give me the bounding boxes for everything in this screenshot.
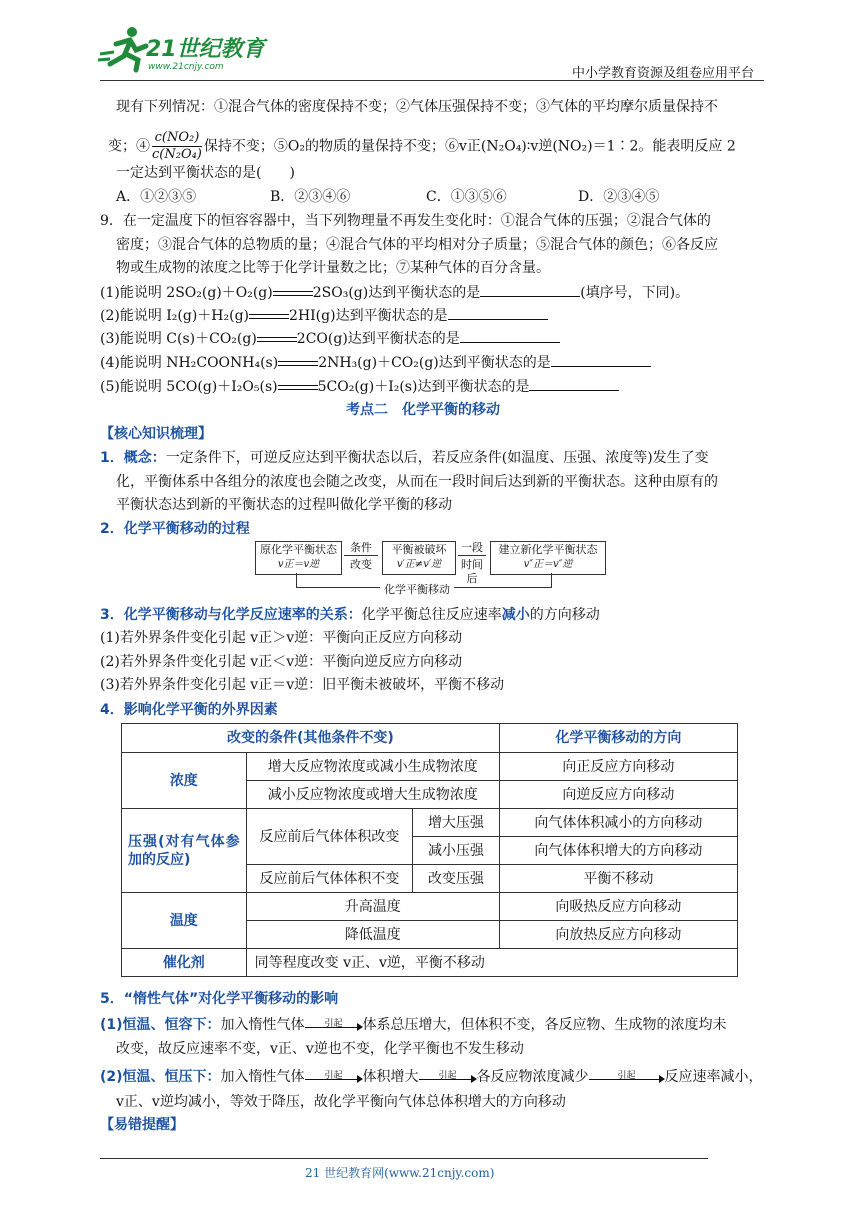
diagram-arrow1: 条件 改变	[342, 541, 380, 573]
footer-text: 21 世纪教育网(www.21cnjy.com)	[305, 1166, 495, 1180]
header-right-text: 中小学教育资源及组卷应用平台	[572, 66, 755, 81]
row-label-temperature: 温度	[122, 893, 247, 949]
arrow-icon: 引起	[305, 1015, 363, 1035]
fraction	[152, 130, 202, 163]
diagram-arrow2: 一段 时间后	[456, 541, 488, 573]
equilibrium-arrow-icon	[249, 309, 289, 323]
logo-text: 21世纪教育	[146, 37, 265, 62]
core-heading: 【核心知识梳理】	[100, 426, 212, 442]
q8-option-d: D．②③④⑤	[578, 189, 660, 205]
footer-rule	[100, 1158, 708, 1159]
q9-item-5: (5)能说明 5CO(g)＋I₂O₅(s) 5CO₂(g)＋I₂(s)达到平衡状态的是	[100, 376, 619, 398]
table-row: 减小反应物浓度或增大生成物浓度 向逆反应方向移动	[122, 781, 738, 809]
table-row	[122, 724, 738, 753]
equilibrium-arrow-icon	[257, 332, 297, 346]
p3-item-2: (2)若外界条件变化引起 v正＜v逆：平衡向逆反应方向移动	[100, 654, 463, 670]
p1-line1: 1．概念：一定条件下，可逆反应达到平衡状态以后，若反应条件(如温度、压强、浓度等)发生了变	[100, 450, 709, 466]
table-row: 反应前后气体体积不变 改变压强 平衡不移动	[122, 865, 738, 893]
q9-item-1: (1)能说明 2SO₂(g)＋O₂(g) 2SO₃(g)达到平衡状态的是 (填序号，下同)。	[100, 282, 689, 304]
diagram-bottom-label: 化学平衡移动	[380, 581, 454, 597]
p3-item-1: (1)若外界条件变化引起 v正＞v逆：平衡向正反应方向移动	[100, 630, 463, 646]
answer-blank	[480, 282, 580, 297]
q9-line3: 物或生成物的浓度之比等于化学计量数之比；⑦某种气体的百分含量。	[116, 260, 550, 276]
table-row: 降低温度 向放热反应方向移动	[122, 921, 738, 949]
equilibrium-arrow-icon	[278, 356, 318, 370]
q9-item-3: (3)能说明 C(s)＋CO₂(g) 2CO(g)达到平衡状态的是	[100, 328, 560, 350]
table-row: 减小压强 向气体体积增大的方向移动	[122, 837, 738, 865]
diagram-box-broken: 平衡被破坏 v′正≠v′逆	[382, 541, 456, 575]
answer-blank	[460, 328, 560, 343]
p5-heading: 5．“惰性气体”对化学平衡移动的影响	[100, 991, 339, 1007]
q8-line2a: 变；④	[108, 138, 150, 155]
answer-blank	[551, 352, 651, 367]
diagram-box-original: 原化学平衡状态 v正＝v逆	[255, 541, 342, 575]
answer-blank	[529, 376, 619, 391]
header-rule	[100, 80, 764, 81]
p4-heading: 4．影响化学平衡的外界因素	[100, 702, 278, 718]
p3-line: 3．化学平衡移动与化学反应速率的关系：化学平衡总往反应速率减小的方向移动	[100, 607, 600, 623]
q9-line2: 密度；③混合气体的总物质的量；④混合气体的平均相对分子质量；⑤混合气体的颜色；⑥各反应	[116, 237, 718, 253]
p5-2-line1: (2)恒温、恒压下：加入惰性气体 引起 体积增大 引起 各反应物浓度减少 引起 反应速率减小，	[100, 1069, 763, 1085]
q8-option-c: C．①③⑤⑥	[426, 189, 507, 205]
q8-line1: 现有下列情况：①混合气体的密度保持不变；②气体压强保持不变；③气体的平均摩尔质量保持不	[116, 99, 718, 115]
logo-url: www.21cnjy.com	[148, 62, 224, 72]
table-row: 压强(对有气体参加的反应) 反应前后气体体积改变 增大压强 向气体体积减小的方向移动	[122, 809, 738, 837]
table-row: 温度 升高温度 向吸热反应方向移动	[122, 893, 738, 921]
frac-den: c(N₂O₄)	[152, 147, 202, 162]
p1-line3: 平衡状态达到新的平衡状态的过程叫做化学平衡的移动	[116, 497, 452, 513]
p1-line2: 化，平衡体系中各组分的浓度也会随之改变，从而在一段时间后达到新的平衡状态。这种由原有的	[116, 474, 718, 490]
table-header-condition: 改变的条件(其他条件不变)	[122, 724, 500, 753]
equilibrium-arrow-icon	[278, 380, 318, 394]
q9-line1: 9．在一定温度下的恒容容器中，当下列物理量不再发生变化时：①混合气体的压强；②混合气体的	[100, 213, 711, 229]
p3-item-3: (3)若外界条件变化引起 v正＝v逆：旧平衡未被破坏，平衡不移动	[100, 677, 505, 693]
row-label-pressure: 压强(对有气体参加的反应)	[122, 809, 247, 893]
row-label-concentration: 浓度	[122, 753, 247, 809]
table-row: 催化剂 同等程度改变 v正、v逆，平衡不移动	[122, 949, 738, 977]
logo	[96, 24, 266, 76]
equilibrium-arrow-icon	[273, 286, 313, 300]
factors-table	[121, 723, 738, 977]
table-row: 浓度 增大反应物浓度或减小生成物浓度 向正反应方向移动	[122, 753, 738, 781]
arrow-icon: 引起	[305, 1067, 363, 1087]
p5-1-line1: (1)恒温、恒容下：加入惰性气体 引起 体系总压增大，但体积不变，各反应物、生成物的浓度均未	[100, 1017, 727, 1033]
p5-2-line2: v正、v逆均减小，等效于降压，故化学平衡向气体总体积增大的方向移动	[116, 1094, 566, 1110]
answer-blank	[448, 305, 548, 320]
q9-item-2: (2)能说明 I₂(g)＋H₂(g) 2HI(g)达到平衡状态的是	[100, 305, 548, 327]
q8-line3: 一定达到平衡状态的是( )	[116, 165, 295, 181]
tip-heading: 【易错提醒】	[100, 1117, 184, 1133]
section-title: 考点二 化学平衡的移动	[346, 402, 500, 418]
q8-option-a: A．①②③⑤	[116, 189, 197, 205]
row-label-catalyst: 催化剂	[122, 949, 247, 977]
table-header-direction: 化学平衡移动的方向	[499, 724, 737, 753]
arrow-icon: 引起	[589, 1067, 665, 1087]
q8-option-b: B．②③④⑥	[270, 189, 351, 205]
frac-num: c(NO₂)	[152, 130, 202, 147]
q8-line2	[108, 130, 736, 163]
q9-item-4: (4)能说明 NH₂COONH₄(s) 2NH₃(g)＋CO₂(g)达到平衡状态的是	[100, 352, 651, 374]
p2-heading: 2．化学平衡移动的过程	[100, 521, 250, 537]
p5-1-line2: 改变，故反应速率不变，v正、v逆也不变，化学平衡也不发生移动	[116, 1041, 524, 1057]
diagram-box-new: 建立新化学平衡状态 v″正＝v″逆	[490, 541, 606, 575]
q8-line2b: 保持不变；⑤O₂的物质的量保持不变；⑥v正(N₂O₄)∶v逆(NO₂)＝1∶2。能表明反应 2	[203, 138, 736, 155]
arrow-icon: 引起	[419, 1067, 477, 1087]
